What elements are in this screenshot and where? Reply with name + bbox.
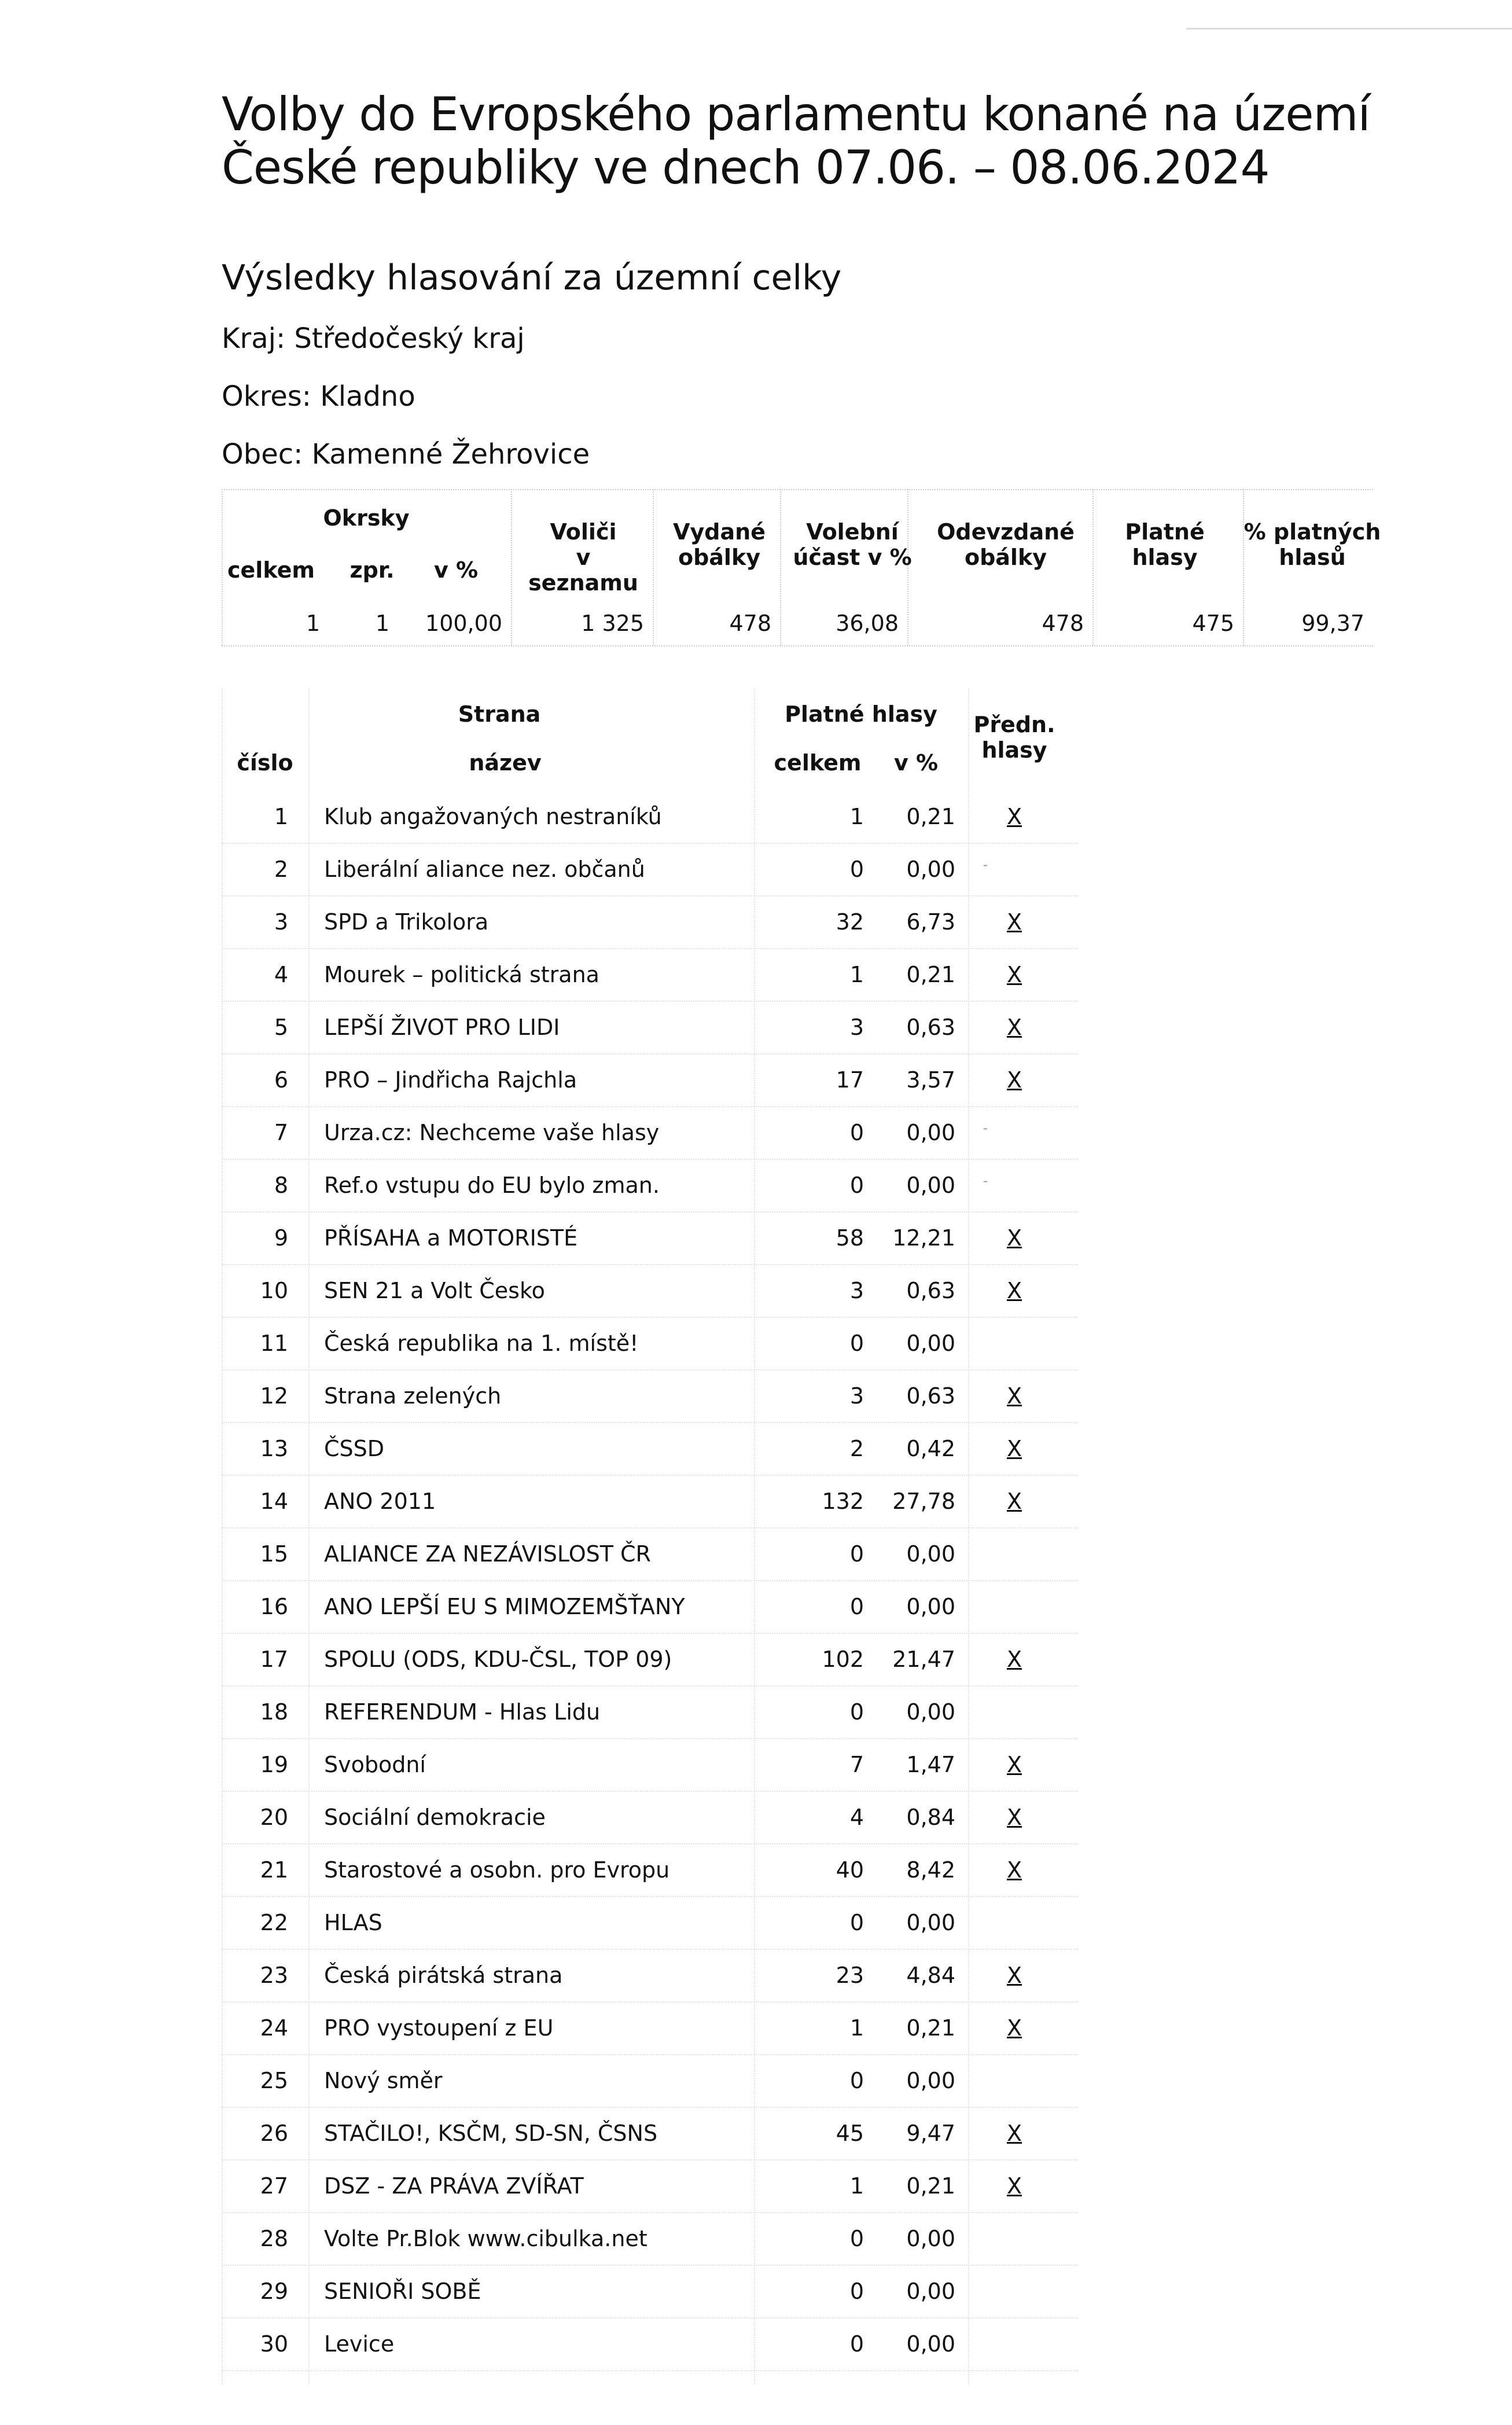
table-row xyxy=(222,1106,1078,1160)
party-number: 2 xyxy=(274,857,288,882)
party-percent: 0,00 xyxy=(906,1541,955,1567)
party-percent: 0,00 xyxy=(906,1173,955,1198)
party-votes: 0 xyxy=(849,1120,864,1145)
party-number: 26 xyxy=(260,2121,288,2146)
party-percent: 0,00 xyxy=(906,1594,955,1619)
party-name: PŘÍSAHA a MOTORISTÉ xyxy=(324,1225,578,1251)
party-name: REFERENDUM - Hlas Lidu xyxy=(324,1699,601,1725)
party-votes: 0 xyxy=(849,1910,864,1935)
party-percent: 4,84 xyxy=(906,1963,955,1988)
party-percent: 8,42 xyxy=(906,1857,955,1883)
party-percent: 3,57 xyxy=(906,1067,955,1093)
party-number: 12 xyxy=(260,1383,288,1409)
party-name: LEPŠÍ ŽIVOT PRO LIDI xyxy=(324,1015,560,1040)
party-name: PRO vystoupení z EU xyxy=(324,2015,554,2041)
party-name: Sociální demokracie xyxy=(324,1805,546,1830)
party-percent: 6,73 xyxy=(906,909,955,935)
party-percent: 0,63 xyxy=(906,1015,955,1040)
party-name: PRO – Jindřicha Rajchla xyxy=(324,1067,577,1093)
party-number: 6 xyxy=(274,1067,288,1093)
party-percent: 0,21 xyxy=(906,2173,955,2199)
party-votes: 102 xyxy=(822,1647,864,1672)
party-percent: 0,00 xyxy=(906,1120,955,1145)
party-name: ANO 2011 xyxy=(324,1489,436,1514)
value-ucast: 36,08 xyxy=(836,611,899,636)
party-preference-mark: X xyxy=(1006,962,1022,987)
party-name: Starostové a osobn. pro Evropu xyxy=(324,1857,670,1883)
party-number: 10 xyxy=(260,1278,288,1303)
table-row xyxy=(222,1053,1078,1107)
party-votes: 0 xyxy=(849,1331,864,1356)
value-zpr: 1 xyxy=(375,611,389,636)
party-votes: 40 xyxy=(836,1857,864,1883)
party-name: ALIANCE ZA NEZÁVISLOST ČR xyxy=(324,1541,651,1567)
party-votes: 3 xyxy=(849,1278,864,1303)
table-row xyxy=(222,2054,1078,2108)
party-votes: 0 xyxy=(849,1541,864,1567)
party-percent: 1,47 xyxy=(906,1752,955,1777)
table-row xyxy=(222,1369,1078,1423)
party-votes: 0 xyxy=(849,1173,864,1198)
party-votes: 1 xyxy=(849,2015,864,2041)
header-volebni-ucast xyxy=(789,519,916,570)
party-preference-mark: X xyxy=(1006,1752,1022,1777)
party-preference-mark: X xyxy=(1006,1015,1022,1040)
party-votes: 0 xyxy=(849,2226,864,2251)
party-percent: 0,21 xyxy=(906,2015,955,2041)
value-pct-platnych: 99,37 xyxy=(1301,611,1364,636)
party-percent: 0,63 xyxy=(906,1383,955,1409)
party-percent: 0,84 xyxy=(906,1805,955,1830)
table-row xyxy=(222,1527,1078,1581)
summary-col-divider xyxy=(1092,489,1094,645)
table-row xyxy=(222,1264,1078,1318)
value-odevzdane: 478 xyxy=(1042,611,1084,636)
header-pct-platnych-line2: hlasů xyxy=(1279,545,1346,570)
party-preference-mark: - xyxy=(983,857,988,873)
party-percent: 0,00 xyxy=(906,2226,955,2251)
party-name: SPOLU (ODS, KDU-ČSL, TOP 09) xyxy=(324,1647,672,1672)
title-line-2: České republiky ve dnech 07.06. – 08.06.2024 xyxy=(222,141,1270,194)
party-number: 7 xyxy=(274,1120,288,1145)
value-v-pct: 100,00 xyxy=(425,611,502,636)
party-percent: 12,21 xyxy=(892,1225,955,1251)
table-row xyxy=(222,1211,1078,1265)
table-row xyxy=(222,1159,1078,1212)
party-number: 11 xyxy=(260,1331,288,1356)
party-votes: 4 xyxy=(849,1805,864,1830)
header-volici-line1: Voliči xyxy=(550,519,617,545)
value-volici: 1 325 xyxy=(581,611,644,636)
party-preference-mark: X xyxy=(1006,1805,1022,1830)
table-row xyxy=(222,1949,1078,2003)
summary-col-divider xyxy=(511,489,512,645)
value-celkem: 1 xyxy=(306,611,320,636)
party-number: 24 xyxy=(260,2015,288,2041)
party-name: Levice xyxy=(324,2331,395,2357)
party-name: Nový směr xyxy=(324,2068,443,2093)
party-preference-mark: - xyxy=(983,1173,988,1189)
party-name: Ref.o vstupu do EU bylo zman. xyxy=(324,1173,660,1198)
header-votes-total: celkem xyxy=(774,750,862,776)
header-predn-line1: Předn. xyxy=(973,712,1055,737)
header-vydane-line2: obálky xyxy=(678,545,761,570)
party-name: SEN 21 a Volt Česko xyxy=(324,1278,545,1303)
page-title xyxy=(222,88,1370,194)
header-odevzdane-line1: Odevzdané xyxy=(937,519,1075,545)
party-number: 3 xyxy=(274,909,288,935)
party-percent: 0,00 xyxy=(906,1910,955,1935)
value-platne: 475 xyxy=(1192,611,1234,636)
table-row xyxy=(222,2265,1078,2319)
party-votes: 32 xyxy=(836,909,864,935)
party-number: 5 xyxy=(274,1015,288,1040)
header-odevzdane-line2: obálky xyxy=(964,545,1047,570)
party-votes: 3 xyxy=(849,1383,864,1409)
header-cislo: číslo xyxy=(237,750,293,776)
header-okrsky: Okrsky xyxy=(323,505,410,531)
party-number: 29 xyxy=(260,2279,288,2304)
party-preference-mark: X xyxy=(1006,1857,1022,1883)
party-preference-mark: X xyxy=(1006,1383,1022,1409)
table-row xyxy=(222,2317,1078,2371)
scan-edge-line xyxy=(1186,28,1512,30)
party-percent: 0,00 xyxy=(906,2279,955,2304)
party-number: 18 xyxy=(260,1699,288,1725)
table-row xyxy=(222,1317,1078,1371)
party-votes: 1 xyxy=(849,2173,864,2199)
party-number: 15 xyxy=(260,1541,288,1567)
party-number: 4 xyxy=(274,962,288,987)
party-preference-mark: X xyxy=(1006,2121,1022,2146)
party-name: Česká pirátská strana xyxy=(324,1963,563,1988)
party-name: Urza.cz: Nechceme vaše hlasy xyxy=(324,1120,660,1145)
table-row xyxy=(222,2159,1078,2213)
table-row xyxy=(222,2107,1078,2161)
party-preference-mark: X xyxy=(1006,1963,1022,1988)
party-votes: 58 xyxy=(836,1225,864,1251)
party-percent: 9,47 xyxy=(906,2121,955,2146)
party-votes: 1 xyxy=(849,804,864,829)
summary-col-divider xyxy=(222,489,223,645)
table-row xyxy=(222,1843,1078,1897)
table-row xyxy=(222,1791,1078,1845)
header-predn-line2: hlasy xyxy=(981,737,1047,763)
party-name: Strana zelených xyxy=(324,1383,502,1409)
header-pct-platnych xyxy=(1240,519,1385,570)
party-name: Svobodní xyxy=(324,1752,426,1777)
party-name: Klub angažovaných nestraníků xyxy=(324,804,662,829)
party-votes: 3 xyxy=(849,1015,864,1040)
party-votes: 17 xyxy=(836,1067,864,1093)
party-votes: 2 xyxy=(849,1436,864,1461)
party-preference-mark: X xyxy=(1006,804,1022,829)
party-name: ČSSD xyxy=(324,1436,385,1461)
party-votes: 23 xyxy=(836,1963,864,1988)
party-votes: 0 xyxy=(849,1594,864,1619)
party-percent: 0,21 xyxy=(906,962,955,987)
header-strana: Strana xyxy=(458,701,541,727)
header-volici xyxy=(525,519,641,596)
header-odevzdane-obalky xyxy=(930,519,1081,570)
table-row xyxy=(222,843,1078,896)
party-number: 19 xyxy=(260,1752,288,1777)
value-vydane: 478 xyxy=(729,611,771,636)
party-number: 25 xyxy=(260,2068,288,2093)
municipality-label: Obec: Kamenné Žehrovice xyxy=(222,438,590,471)
party-preference-mark: X xyxy=(1006,1067,1022,1093)
party-number: 23 xyxy=(260,1963,288,1988)
header-vydane-line1: Vydané xyxy=(673,519,766,545)
region-label: Kraj: Středočeský kraj xyxy=(222,322,525,355)
party-preference-mark: X xyxy=(1006,909,1022,935)
party-votes: 7 xyxy=(849,1752,864,1777)
title-line-1: Volby do Evropského parlamentu konané na území xyxy=(222,87,1370,141)
party-votes: 45 xyxy=(836,2121,864,2146)
party-votes: 0 xyxy=(849,2068,864,2093)
results-subtitle: Výsledky hlasování za územní celky xyxy=(222,258,842,298)
party-number: 28 xyxy=(260,2226,288,2251)
header-celkem: celkem xyxy=(227,557,315,583)
party-name: HLAS xyxy=(324,1910,382,1935)
party-percent: 0,21 xyxy=(906,804,955,829)
party-percent: 0,00 xyxy=(906,2068,955,2093)
table-row xyxy=(222,1475,1078,1529)
summary-divider-top xyxy=(222,489,1373,490)
party-percent: 0,63 xyxy=(906,1278,955,1303)
table-row xyxy=(222,1580,1078,1634)
party-votes: 0 xyxy=(849,857,864,882)
party-percent: 0,00 xyxy=(906,2331,955,2357)
party-name: SPD a Trikolora xyxy=(324,909,489,935)
header-ucast-line2: účast v % xyxy=(793,545,912,570)
header-platne-line1: Platné xyxy=(1125,519,1205,545)
party-name: STAČILO!, KSČM, SD-SN, ČSNS xyxy=(324,2121,658,2146)
party-name: Mourek – politická strana xyxy=(324,962,599,987)
header-nazev: název xyxy=(469,750,542,776)
party-number: 22 xyxy=(260,1910,288,1935)
party-number: 16 xyxy=(260,1594,288,1619)
party-preference-mark: X xyxy=(1006,2015,1022,2041)
party-number: 13 xyxy=(260,1436,288,1461)
header-pct-platnych-line1: % platných xyxy=(1244,519,1381,545)
party-percent: 27,78 xyxy=(892,1489,955,1514)
party-number: 21 xyxy=(260,1857,288,1883)
party-number: 1 xyxy=(274,804,288,829)
summary-col-divider xyxy=(780,489,781,645)
header-vydane-obalky xyxy=(661,519,777,570)
party-preference-mark: X xyxy=(1006,1278,1022,1303)
party-name: DSZ - ZA PRÁVA ZVÍŘAT xyxy=(324,2173,584,2199)
party-preference-mark: X xyxy=(1006,1489,1022,1514)
party-name: Liberální aliance nez. občanů xyxy=(324,857,645,882)
party-votes: 0 xyxy=(849,2331,864,2357)
table-row xyxy=(222,1633,1078,1687)
party-name: ANO LEPŠÍ EU S MIMOZEMŠŤANY xyxy=(324,1594,685,1619)
table-row xyxy=(222,1422,1078,1476)
table-row xyxy=(222,895,1078,949)
header-ucast-line1: Volební xyxy=(806,519,899,545)
header-platne-line2: hlasy xyxy=(1132,545,1198,570)
party-votes: 1 xyxy=(849,962,864,987)
party-name: Česká republika na 1. místě! xyxy=(324,1331,639,1356)
party-preference-mark: - xyxy=(983,1120,988,1136)
party-name: SENIOŘI SOBĚ xyxy=(324,2279,481,2304)
party-number: 20 xyxy=(260,1805,288,1830)
party-name: Volte Pr.Blok www.cibulka.net xyxy=(324,2226,648,2251)
party-number: 30 xyxy=(260,2331,288,2357)
party-votes: 0 xyxy=(849,1699,864,1725)
party-percent: 0,00 xyxy=(906,1331,955,1356)
table-row xyxy=(222,1896,1078,1950)
party-preference-mark: X xyxy=(1006,1436,1022,1461)
summary-col-divider xyxy=(653,489,654,645)
party-percent: 0,42 xyxy=(906,1436,955,1461)
header-platne-hlasy: Platné hlasy xyxy=(785,701,937,727)
table-row xyxy=(222,1738,1078,1792)
party-percent: 0,00 xyxy=(906,857,955,882)
table-row xyxy=(222,2212,1078,2266)
table-row xyxy=(222,1001,1078,1054)
party-preference-mark: X xyxy=(1006,1647,1022,1672)
district-label: Okres: Kladno xyxy=(222,380,415,413)
header-votes-pct: v % xyxy=(893,750,939,776)
party-number: 8 xyxy=(274,1173,288,1198)
table-row xyxy=(222,1685,1078,1739)
header-platne-hlasy xyxy=(1098,519,1231,570)
party-votes: 132 xyxy=(822,1489,864,1514)
table-row xyxy=(222,948,1078,1002)
header-v-pct: v % xyxy=(433,557,479,583)
party-number: 17 xyxy=(260,1647,288,1672)
summary-table xyxy=(222,489,1381,645)
header-volici-line2: v seznamu xyxy=(528,545,638,596)
party-percent: 0,00 xyxy=(906,1699,955,1725)
party-number: 14 xyxy=(260,1489,288,1514)
header-preference-votes xyxy=(957,712,1072,763)
header-zpr: zpr. xyxy=(350,557,395,583)
party-votes: 0 xyxy=(849,2279,864,2304)
party-percent: 21,47 xyxy=(892,1647,955,1672)
table-row xyxy=(222,790,1078,844)
party-number: 27 xyxy=(260,2173,288,2199)
summary-divider-bottom xyxy=(222,645,1373,646)
table-row xyxy=(222,2001,1078,2055)
party-preference-mark: X xyxy=(1006,2173,1022,2199)
party-number: 9 xyxy=(274,1225,288,1251)
party-preference-mark: X xyxy=(1006,1225,1022,1251)
